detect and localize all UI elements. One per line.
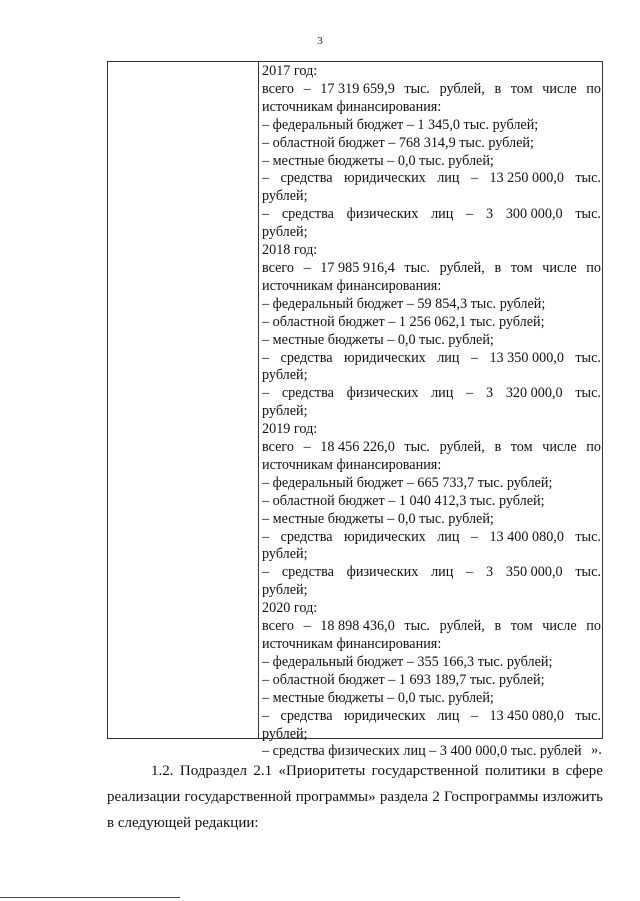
total-line-word: том xyxy=(510,80,533,97)
total-line-word: рублей, xyxy=(439,439,485,456)
legal-entities-line-word: юридических xyxy=(344,170,426,187)
total-line-word: по xyxy=(586,618,601,635)
total-line-word: 18 456 226,0 xyxy=(320,439,395,456)
individuals-line-word: – xyxy=(262,564,270,581)
total-line-word: тыс. xyxy=(404,80,430,97)
total-line-word: 17 319 659,9 xyxy=(320,80,395,97)
paragraph-word: программы» xyxy=(295,789,376,805)
paragraph-line xyxy=(107,810,603,836)
legal-entities-line-word: средства xyxy=(280,170,333,187)
regional-budget-line: – областной бюджет – 1 040 412,3 тыс. рублей; xyxy=(262,492,545,509)
individuals-line-word: средства xyxy=(281,206,334,223)
paragraph-word: 2.1 xyxy=(253,763,273,779)
individuals-line-word: 320 000,0 xyxy=(505,385,563,402)
individuals-line-word: средства xyxy=(281,564,334,581)
sources-intro: источникам финансирования: xyxy=(262,636,442,652)
legal-entities-line-word: – xyxy=(470,528,478,545)
total-line-word: том xyxy=(510,618,533,635)
legal-entities-tail: рублей; xyxy=(262,546,308,563)
total-line-word: тыс. xyxy=(404,618,430,635)
total-line-word: по xyxy=(586,259,601,276)
legal-entities-line-word: лиц xyxy=(437,349,460,366)
total-line-word: в xyxy=(494,259,502,276)
individuals-tail: рублей; xyxy=(262,403,308,420)
year-heading: 2019 год: xyxy=(262,421,318,438)
paragraph-word: «Приоритеты xyxy=(278,763,366,779)
year-heading: 2018 год: xyxy=(262,242,318,259)
legal-entities-tail: рублей; xyxy=(262,367,308,384)
individuals-line-word: физических xyxy=(346,564,419,581)
legal-entities-line-word: тыс. xyxy=(575,170,601,187)
legal-entities-line-word: – xyxy=(262,170,270,187)
paragraph-word: в xyxy=(552,763,560,779)
individuals-line: – средства физических лиц – 3 400 000,0 тыс. рублей xyxy=(262,743,582,760)
total-line-word: всего xyxy=(262,618,294,635)
paragraph-word: политики xyxy=(484,763,546,779)
individuals-line-word: 350 000,0 xyxy=(505,564,563,581)
legal-entities-line xyxy=(262,708,601,726)
total-line-word: всего xyxy=(262,80,294,97)
legal-entities-line-word: лиц xyxy=(437,170,460,187)
legal-entities-line xyxy=(262,529,601,547)
legal-entities-line-word: тыс. xyxy=(575,528,601,545)
individuals-line-word: лиц xyxy=(431,385,454,402)
total-line-word: числе xyxy=(542,80,577,97)
individuals-line-word: тыс. xyxy=(575,206,601,223)
paragraph-word: изложить xyxy=(542,789,603,805)
legal-entities-line-word: лиц xyxy=(437,707,460,724)
total-line-word: рублей, xyxy=(439,618,485,635)
individuals-line-word: средства xyxy=(281,385,334,402)
total-line-word: в xyxy=(494,80,502,97)
individuals-line-word: физических xyxy=(346,206,419,223)
legal-entities-line-word: средства xyxy=(280,349,333,366)
local-budget-line: – местные бюджеты – 0,0 тыс. рублей; xyxy=(262,510,494,527)
footnote-rule xyxy=(0,897,180,898)
regional-budget-line: – областной бюджет – 1 693 189,7 тыс. рублей; xyxy=(262,671,545,688)
total-line-word: по xyxy=(586,80,601,97)
total-line-word: рублей, xyxy=(439,80,485,97)
paragraph-word: сфере xyxy=(565,763,603,779)
total-line-word: том xyxy=(510,259,533,276)
individuals-tail: рублей; xyxy=(262,582,308,599)
total-line-word: числе xyxy=(542,259,577,276)
individuals-line xyxy=(262,564,601,582)
federal-budget-line: – федеральный бюджет – 355 166,3 тыс. рублей; xyxy=(262,653,553,670)
individuals-line-word: – xyxy=(262,206,270,223)
paragraph-word: в следующей редакции: xyxy=(107,815,259,831)
federal-budget-line: – федеральный бюджет – 1 345,0 тыс. рублей; xyxy=(262,116,539,133)
individuals-line-word: – xyxy=(262,385,270,402)
total-line-word: – xyxy=(303,618,311,635)
legal-entities-line-word: 13 450 080,0 xyxy=(489,707,564,724)
legal-entities-line-word: – xyxy=(262,528,270,545)
individuals-line-word: – xyxy=(466,385,474,402)
paragraph-line xyxy=(107,758,603,784)
legal-entities-line-word: – xyxy=(262,349,270,366)
legal-entities-line-word: – xyxy=(470,349,478,366)
legal-entities-line-word: 13 400 080,0 xyxy=(489,528,564,545)
federal-budget-line: – федеральный бюджет – 665 733,7 тыс. рублей; xyxy=(262,474,553,491)
total-line-word: по xyxy=(586,439,601,456)
year-heading: 2020 год: xyxy=(262,600,318,617)
page-number: 3 xyxy=(317,35,323,47)
individuals-line-word: – xyxy=(466,206,474,223)
legal-entities-tail: рублей; xyxy=(262,725,308,742)
financing-by-year-cell xyxy=(259,62,602,760)
local-budget-line: – местные бюджеты – 0,0 тыс. рублей; xyxy=(262,331,494,348)
total-line-word: числе xyxy=(542,618,577,635)
legal-entities-line xyxy=(262,170,601,188)
total-line xyxy=(262,81,601,99)
individuals-line-word: тыс. xyxy=(575,385,601,402)
paragraph-word: государственной xyxy=(184,789,292,805)
legal-entities-line-word: средства xyxy=(280,707,333,724)
legal-entities-line-word: 13 350 000,0 xyxy=(489,349,564,366)
total-line-word: 17 985 916,4 xyxy=(320,259,395,276)
total-line-word: – xyxy=(303,439,311,456)
individuals-line-word: 3 xyxy=(485,385,494,402)
total-line xyxy=(262,439,601,457)
local-budget-line: – местные бюджеты – 0,0 тыс. рублей; xyxy=(262,152,494,169)
individuals-line xyxy=(262,385,601,403)
legal-entities-line-word: – xyxy=(470,707,478,724)
total-line-word: тыс. xyxy=(404,439,430,456)
legal-entities-line-word: средства xyxy=(280,528,333,545)
total-line-word: числе xyxy=(542,439,577,456)
individuals-line xyxy=(262,206,601,224)
individuals-line-word: 3 xyxy=(485,564,494,581)
total-line-word: 18 898 436,0 xyxy=(320,618,395,635)
total-line xyxy=(262,618,601,636)
regional-budget-line: – областной бюджет – 768 314,9 тыс. рублей; xyxy=(262,134,534,151)
legal-entities-line-word: 13 250 000,0 xyxy=(489,170,564,187)
total-line-word: тыс. xyxy=(404,259,430,276)
individuals-line-word: тыс. xyxy=(575,564,601,581)
total-line-word: всего xyxy=(262,439,294,456)
legal-entities-line xyxy=(262,350,601,368)
total-line-word: рублей, xyxy=(439,259,485,276)
sources-intro: источникам финансирования: xyxy=(262,456,442,473)
individuals-tail: рублей; xyxy=(262,224,308,241)
individuals-line-word: 300 000,0 xyxy=(505,206,563,223)
legal-entities-line-word: – xyxy=(262,707,270,724)
paragraph-word: реализации xyxy=(107,789,181,805)
legal-entities-line-word: – xyxy=(470,170,478,187)
total-line xyxy=(262,260,601,278)
individuals-line-word: 3 xyxy=(485,206,494,223)
table-left-cell xyxy=(108,62,259,738)
legal-entities-line-word: юридических xyxy=(344,349,426,366)
amendment-paragraph xyxy=(107,758,603,836)
year-heading: 2017 год: xyxy=(262,63,318,79)
paragraph-word: раздела xyxy=(379,789,429,805)
individuals-line-word: лиц xyxy=(431,206,454,223)
sources-intro: источникам финансирования: xyxy=(262,277,442,294)
total-line-word: в xyxy=(494,618,502,635)
total-line-word: всего xyxy=(262,259,294,276)
legal-entities-line-word: тыс. xyxy=(575,349,601,366)
paragraph-word: государственной xyxy=(371,763,479,779)
total-line-word: том xyxy=(510,439,533,456)
local-budget-line: – местные бюджеты – 0,0 тыс. рублей; xyxy=(262,689,494,706)
individuals-line-word: лиц xyxy=(431,564,454,581)
sources-intro: источникам финансирования: xyxy=(262,98,442,115)
legal-entities-line-word: юридических xyxy=(344,707,426,724)
legal-entities-line-word: лиц xyxy=(437,528,460,545)
total-line-word: в xyxy=(494,439,502,456)
paragraph-word: Госпрограммы xyxy=(444,789,539,805)
paragraph-line xyxy=(107,784,603,810)
total-line-word: – xyxy=(303,80,311,97)
closing-quote: ». xyxy=(591,742,602,758)
regional-budget-line: – областной бюджет – 1 256 062,1 тыс. рублей; xyxy=(262,313,545,330)
individuals-line-word: – xyxy=(466,564,474,581)
legal-entities-line-word: юридических xyxy=(344,528,426,545)
legal-entities-tail: рублей; xyxy=(262,188,308,205)
paragraph-word: Подраздел xyxy=(179,763,248,779)
legal-entities-line-word: тыс. xyxy=(575,707,601,724)
federal-budget-line: – федеральный бюджет – 59 854,3 тыс. рублей; xyxy=(262,295,546,312)
paragraph-word: 2 xyxy=(432,789,440,805)
paragraph-word: 1.2. xyxy=(151,763,174,779)
total-line-word: – xyxy=(303,259,311,276)
individuals-line-word: физических xyxy=(346,385,419,402)
financing-table xyxy=(107,61,603,760)
